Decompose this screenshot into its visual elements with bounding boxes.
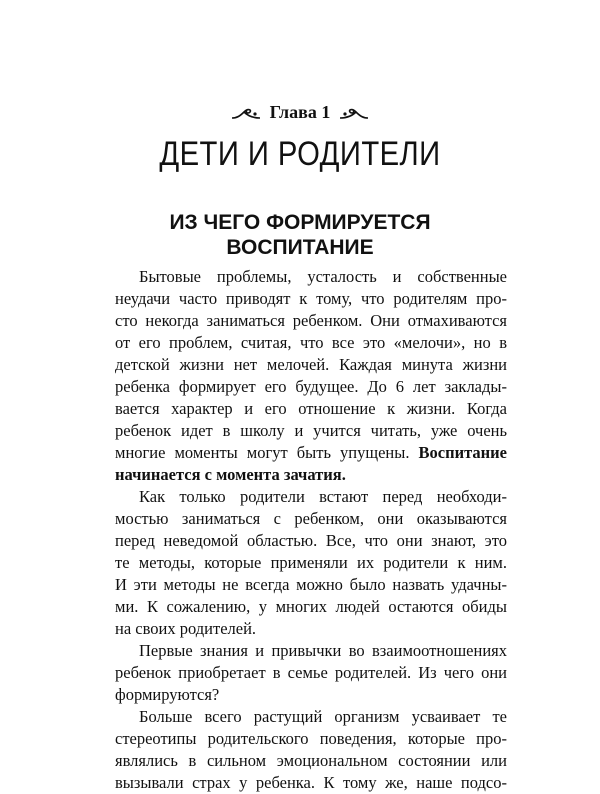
text-line: Бытовые проблемы, усталость и собственные (139, 267, 507, 286)
chapter-title: ДЕТИ И РОДИТЕЛИ (159, 135, 441, 173)
chapter-heading (0, 100, 600, 124)
text-line: сто некогда заниматься ребенком. Они отмахиваются (115, 311, 507, 330)
text-line: формируются? (115, 685, 220, 704)
emphasis-text: Воспитание (418, 443, 508, 462)
section-title-line-1: ИЗ ЧЕГО ФОРМИРУЕТСЯ (169, 211, 431, 234)
text-line: ребенок идет в школу и учится читать, уже очень (115, 421, 507, 440)
paragraph (115, 706, 507, 794)
paragraph (115, 486, 507, 640)
section-title (0, 210, 600, 260)
ornament-right-icon (339, 107, 369, 121)
body-text (115, 266, 507, 794)
text-line: являлись в сильном эмоциональном состоянии или (115, 751, 507, 770)
text-line: ми. К сожалению, у многих людей остаются обиды (115, 597, 507, 616)
paragraph (115, 640, 507, 706)
ornament-left-icon (231, 107, 261, 121)
text-line: ребенок приобретает в семье родителей. Из чего они (115, 663, 507, 682)
text-line: Первые знания и привычки во взаимоотношениях (139, 641, 507, 660)
paragraph (115, 266, 507, 486)
text-line: ребенка формирует его будущее. До 6 лет заклады- (115, 377, 507, 396)
emphasis-line: начинается с момента зачатия. (115, 465, 346, 484)
text-line: те методы, которые применяли их родители к ним. (115, 553, 507, 572)
text-fragment: многие моменты могут быть упущены. (115, 443, 410, 462)
text-line: неудачи часто приводят к тому, что родителям про- (115, 289, 507, 308)
text-line: стереотипы родительского поведения, которые про- (115, 729, 507, 748)
text-line: вается характер и его отношение к жизни. Когда (115, 399, 507, 418)
section-title-line-2: ВОСПИТАНИЕ (226, 236, 374, 259)
text-line (115, 442, 507, 464)
text-line: Больше всего растущий организм усваивает те (139, 707, 507, 726)
text-line: Как только родители встают перед необходи- (139, 487, 507, 506)
text-line: от его проблем, считая, что все это «мелочи», но в (115, 333, 507, 352)
text-line: детской жизни нет мелочей. Каждая минута жизни (115, 355, 507, 374)
text-line: на своих родителей. (115, 619, 257, 638)
text-line: перед неведомой областью. Все, что они знают, это (115, 531, 507, 550)
text-line: вызывали страх у ребенка. К тому же, наше подсо- (115, 773, 507, 792)
text-line: И эти методы не всегда можно было назвать удачны- (115, 575, 507, 594)
text-line: мостью заниматься с ребенком, они оказываются (115, 509, 507, 528)
chapter-label: Глава 1 (269, 102, 331, 122)
